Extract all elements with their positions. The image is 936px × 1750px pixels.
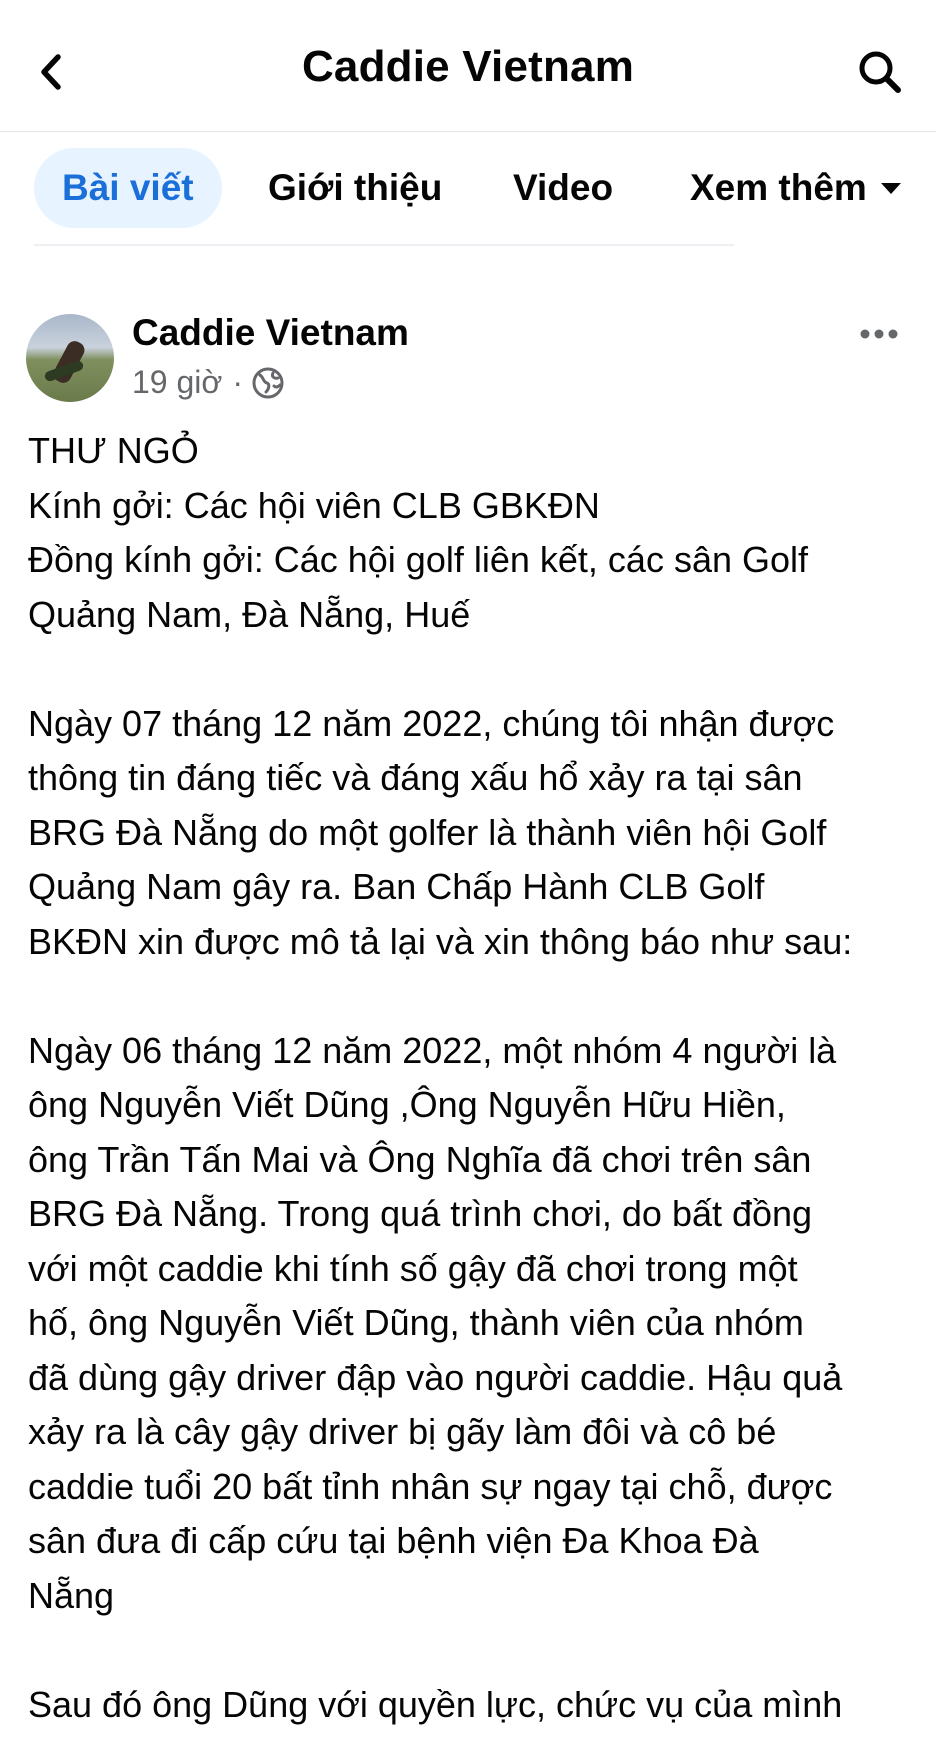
meta-separator: · [232,364,244,400]
post-author[interactable]: Caddie Vietnam [132,312,409,353]
post-meta [132,364,285,401]
post-text-line: thông tin đáng tiếc và đáng xấu hổ xảy ra tại sân [28,757,803,798]
divider [34,244,734,246]
post-paragraph [28,697,918,970]
post-paragraph [28,424,918,642]
tab-see-more[interactable] [690,148,901,228]
post-text-line: Quảng Nam gây ra. Ban Chấp Hành CLB Golf [28,866,765,907]
top-bar [0,0,936,132]
post-paragraph [28,1024,918,1624]
post-paragraph [28,1678,918,1733]
post-text-line: hố, ông Nguyễn Viết Dũng, thành viên của nhóm [28,1302,804,1343]
tab-bar [0,148,936,228]
post-text-line: Ngày 07 tháng 12 năm 2022, chúng tôi nhận được [28,702,835,744]
post-text-line: caddie tuổi 20 bất tỉnh nhân sự ngay tại chỗ, được [28,1465,833,1507]
tab-label: Bài viết [62,167,194,208]
more-options-button[interactable] [850,316,908,356]
post-text-line: Nẵng [28,1574,115,1616]
post-text-line: Sau đó ông Dũng với quyền lực, chức vụ của mình [28,1683,843,1725]
tab-label: Video [513,167,614,208]
post-body [28,424,918,1732]
post-text-line: THƯ NGỎ [28,430,199,471]
post-text-line: Đồng kính gởi: Các hội golf liên kết, các sân Golf [28,539,809,580]
post-time[interactable]: 19 giờ [132,364,223,400]
post-text-line: ông Trần Tấn Mai và Ông Nghĩa đã chơi trên sân [28,1138,812,1180]
tab-label: Giới thiệu [268,167,443,208]
post-text-line: đã dùng gậy driver đập vào người caddie. Hậu quả [28,1356,843,1398]
globe-icon [251,366,285,400]
post-text-line: BKĐN xin được mô tả lại và xin thông báo như sau: [28,920,853,962]
post-text-line: với một caddie khi tính số gậy đã chơi trong một [28,1247,798,1289]
post-text-line: BRG Đà Nẵng do một golfer là thành viên hội Golf [28,811,827,853]
search-icon [857,49,903,100]
tab-video[interactable] [513,148,613,228]
avatar[interactable] [26,314,114,402]
post-text-line: ông Nguyễn Viết Dũng ,Ông Nguyễn Hữu Hiền, [28,1084,786,1125]
more-horizontal-icon [859,327,899,345]
tab-about[interactable] [268,148,442,228]
tab-posts[interactable] [34,148,222,228]
post-text-line: xảy ra là cây gậy driver bị gãy làm đôi và cô bé [28,1411,777,1452]
post-text-line: Quảng Nam, Đà Nẵng, Huế [28,593,471,635]
post-text-line: BRG Đà Nẵng. Trong quá trình chơi, do bất đồng [28,1193,813,1234]
tab-label: Xem thêm [690,167,867,208]
page-title: Caddie Vietnam [301,42,635,91]
post-text-line: Kính gởi: Các hội viên CLB GBKĐN [28,484,600,526]
post-text-line: Ngày 06 tháng 12 năm 2022, một nhóm 4 người là [28,1029,837,1071]
post-text-line: sân đưa đi cấp cứu tại bệnh viện Đa Khoa Đà [28,1520,759,1561]
caret-down-icon [881,183,901,194]
search-button[interactable] [852,46,908,102]
